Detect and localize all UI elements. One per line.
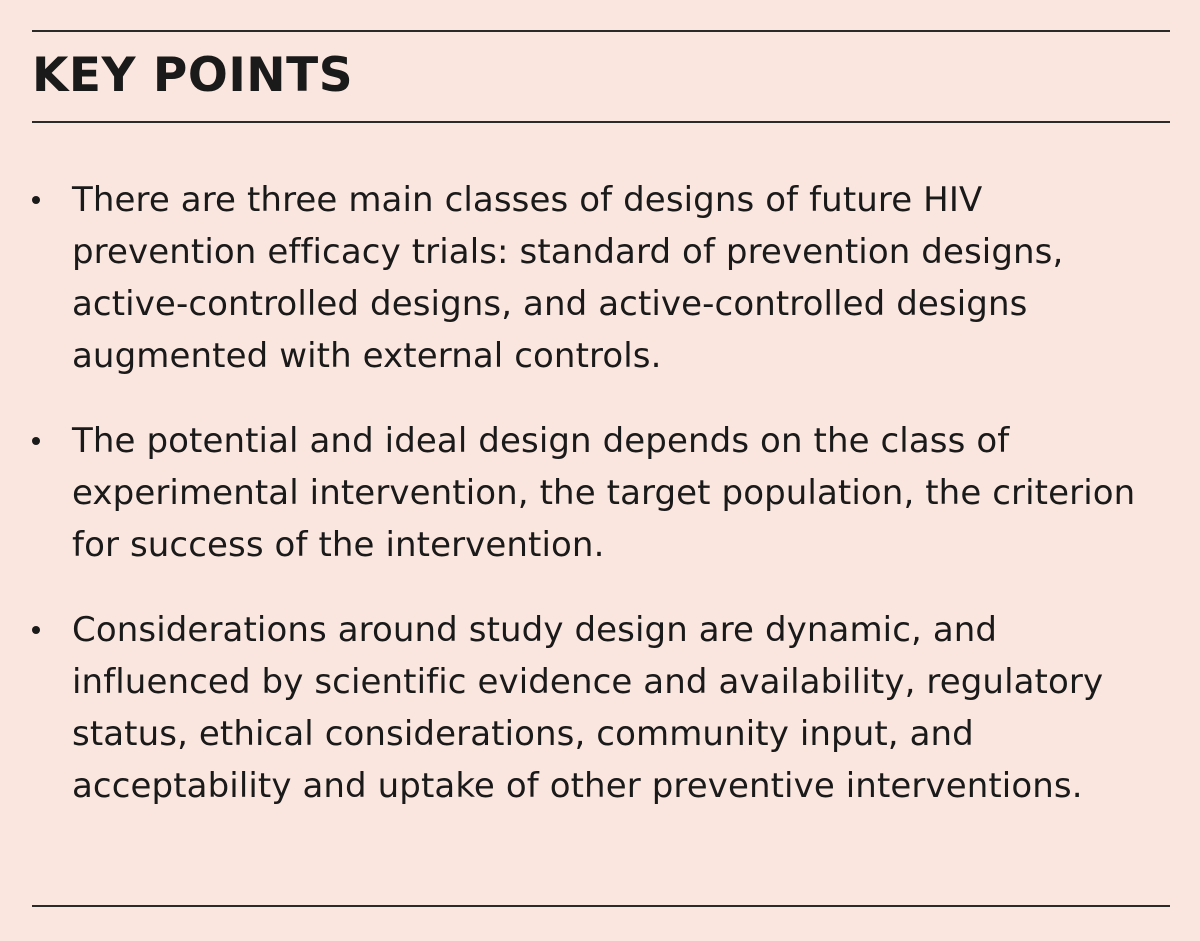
bullet-icon <box>32 196 40 204</box>
heading-rule <box>32 121 1170 123</box>
key-point-3 <box>32 604 1170 812</box>
bullet-icon <box>32 437 40 445</box>
bottom-rule <box>32 905 1170 907</box>
key-point-1-text: There are three main classes of designs of future HIV prevention efficacy trials: standard of prevention designs, active-controlled designs, and active-controlled designs augmented with external controls. <box>72 180 1064 376</box>
key-point-3-text: Considerations around study design are dynamic, and influenced by scientific evidence and availability, regulatory status, ethical considerations, community input, and acceptability and uptake of other preventive interventions. <box>72 610 1104 806</box>
key-point-1 <box>32 174 1170 382</box>
key-points-heading: KEY POINTS <box>32 48 354 103</box>
key-point-2 <box>32 415 1170 571</box>
key-point-2-text: The potential and ideal design depends on the class of experimental intervention, the target population, the criterion for success of the intervention. <box>72 421 1136 565</box>
key-points-list <box>32 174 1170 812</box>
bullet-icon <box>32 626 40 634</box>
top-rule <box>32 30 1170 32</box>
